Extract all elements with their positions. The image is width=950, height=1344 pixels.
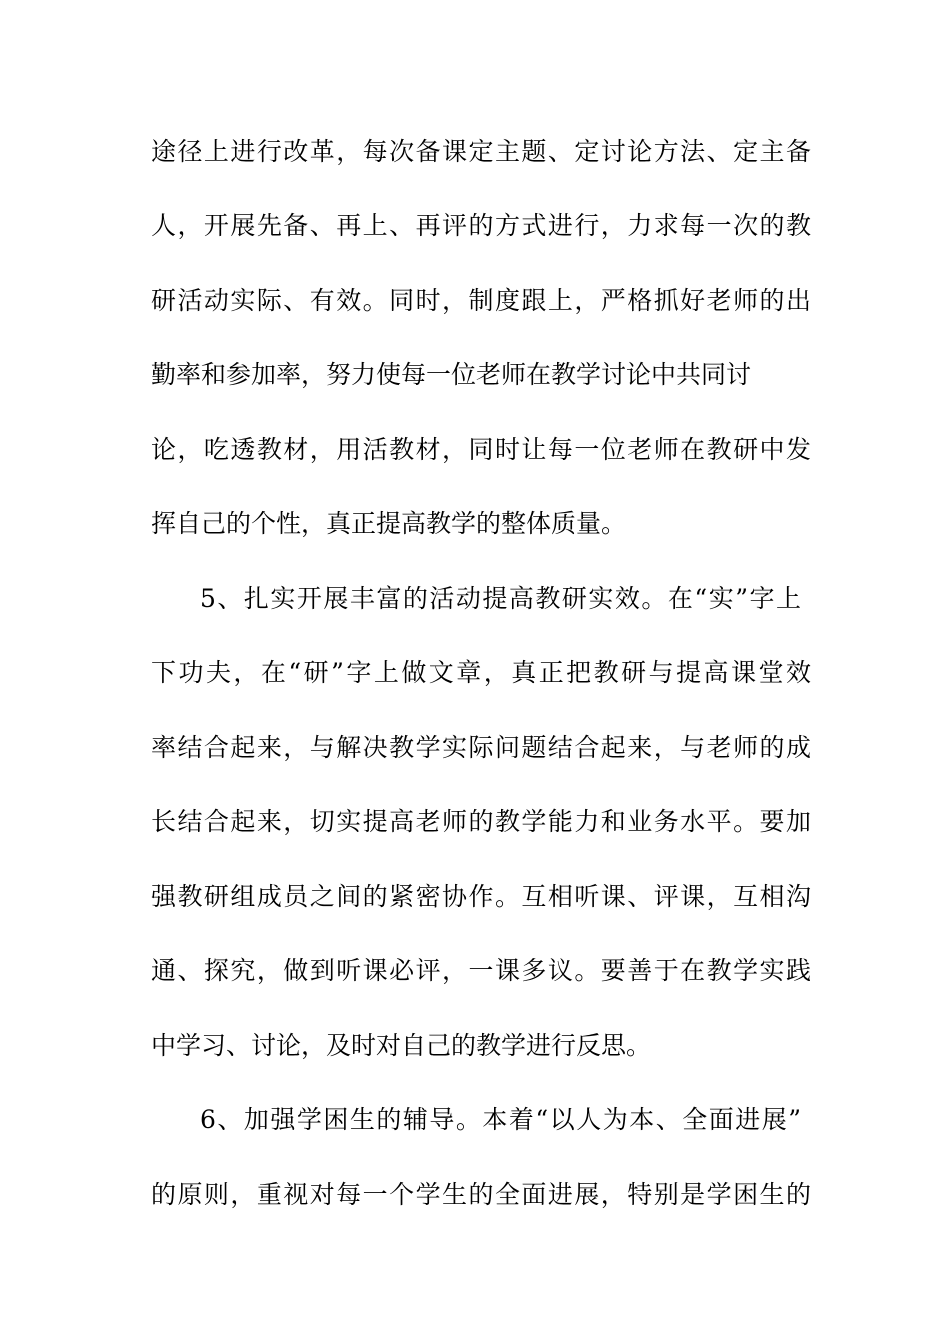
paragraph-line: 勤率和参加率，努力使每一位老师在教学讨论中共同讨 [151, 360, 752, 389]
paragraph-line: 率结合起来，与解决教学实际问题结合起来，与老师的成 [151, 733, 811, 762]
paragraph-line: 强教研组成员之间的紧密协作。互相听课、评课，互相沟 [151, 882, 811, 911]
paragraph-line: 下功夫，在“研”字上做文章，真正把教研与提高课堂效 [151, 658, 811, 687]
paragraph-line: 人，开展先备、再上、再评的方式进行，力求每一次的教 [151, 211, 811, 240]
paragraph-line: 5、扎实开展丰富的活动提高教研实效。在“实”字上 [200, 584, 801, 613]
paragraph-line: 6、加强学困生的辅导。本着“以人为本、全面进展” [200, 1105, 801, 1134]
paragraph-line: 研活动实际、有效。同时，制度跟上，严格抓好老师的出 [151, 286, 811, 315]
paragraph-line: 中学习、讨论，及时对自己的教学进行反思。 [151, 1031, 652, 1060]
paragraph-line: 长结合起来，切实提高老师的教学能力和业务水平。要加 [151, 807, 811, 836]
paragraph-line: 通、探究，做到听课必评，一课多议。要善于在教学实践 [151, 956, 811, 985]
paragraph-line: 途径上进行改革，每次备课定主题、定讨论方法、定主备 [151, 137, 811, 166]
paragraph-line: 的原则，重视对每一个学生的全面进展，特别是学困生的 [151, 1180, 811, 1209]
paragraph-line: 论，吃透教材，用活教材，同时让每一位老师在教研中发 [151, 435, 811, 464]
paragraph-line: 挥自己的个性，真正提高教学的整体质量。 [151, 509, 627, 538]
